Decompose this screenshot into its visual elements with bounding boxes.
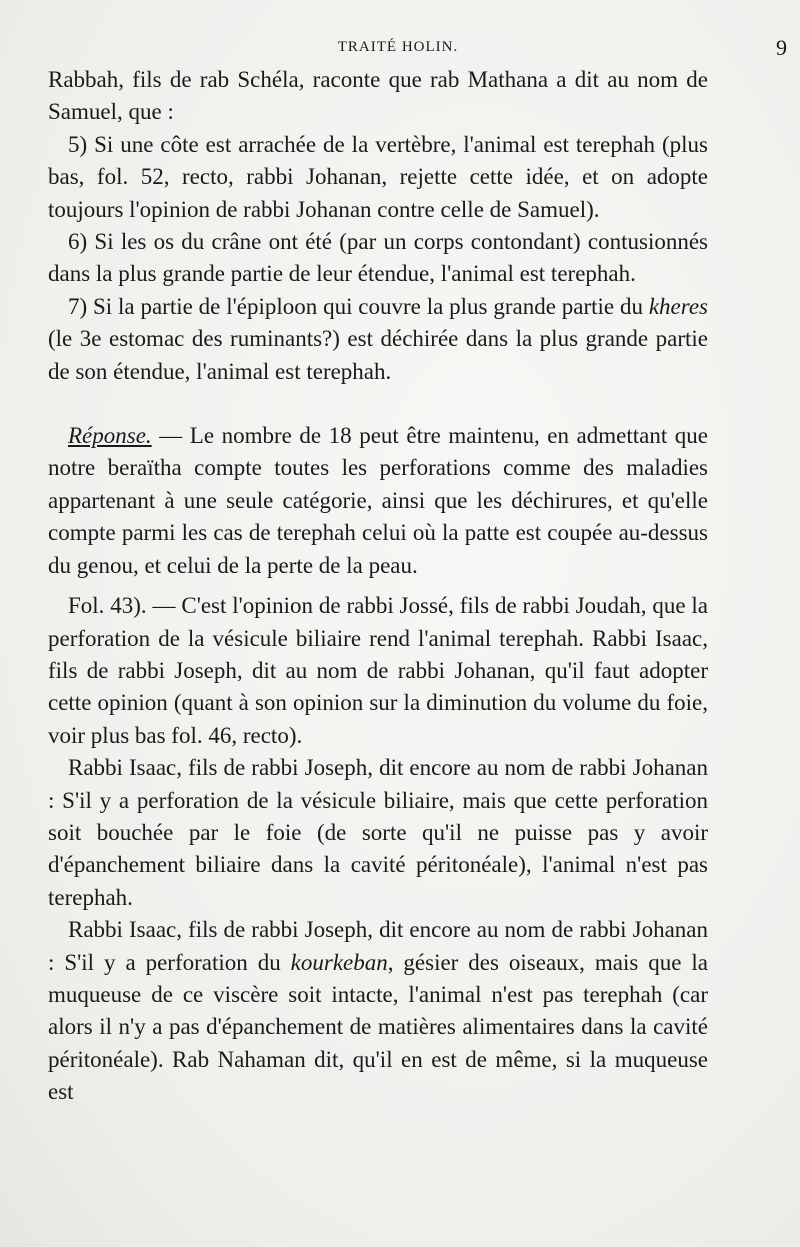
paragraph-text: Rabbi Isaac, fils de rabbi Joseph, dit encore au nom de rabbi Johanan : S'il y a perforation de la vésicule biliaire, mais que cette perforation soit bouchée par le foie (de sorte qu'il ne puisse pas y avoir d'épanchement biliaire dans la cavité péritonéale), l'animal n'est pas terephah. <box>48 755 708 910</box>
paragraph-text: 6) Si les os du crâne ont été (par un corps contondant) contusionnés dans la plus grande partie de leur étendue, l'animal est terephah. <box>48 229 708 287</box>
paragraph-8 <box>48 914 708 1108</box>
italic-term: kourkeban <box>290 949 388 975</box>
page-header <box>48 30 788 64</box>
paragraph-text: Rabbi Isaac, fils de rabbi Joseph, dit encore au nom de rabbi Johanan : S'il y a perforation du <box>48 917 708 975</box>
italic-term: kheres <box>648 293 708 319</box>
page-number: 9 <box>776 35 788 60</box>
body-text <box>48 64 708 1109</box>
paragraph-text: — Le nombre de 18 peut être maintenu, en admettant que notre beraïtha compte toutes les perforations comme des maladies appartenant à une seule catégorie, ainsi que les déchirures, et qu'elle compte parmi les cas de terephah celui où la patte est coupée au-dessus du genou, et celui de la perte de la peau. <box>48 423 708 578</box>
paragraph-3 <box>48 226 708 291</box>
paragraph-5 <box>48 420 708 582</box>
paragraph-text: Rabbah, fils de rab Schéla, raconte que rab Mathana a dit au nom de Samuel, que : <box>48 67 708 125</box>
paragraph-1 <box>48 64 708 129</box>
paragraph-2 <box>48 129 708 226</box>
paragraph-6 <box>48 590 708 752</box>
paragraph-7 <box>48 752 708 914</box>
response-label: Réponse. <box>68 423 152 449</box>
running-title: TRAITÉ HOLIN. <box>337 39 459 55</box>
paragraph-text: (le 3e estomac des ruminants?) est déchirée dans la plus grande partie de son étendue, l'animal est terephah. <box>48 326 708 384</box>
paragraph-text: 5) Si une côte est arrachée de la vertèbre, l'animal est terephah (plus bas, fol. 52, recto, rabbi Johanan, rejette cette idée, et on adopte toujours l'opinion de rabbi Johanan contre celle de Samuel). <box>48 131 708 222</box>
paragraph-text: , gésier des oiseaux, mais que la muqueuse de ce viscère soit intacte, l'animal n'est pas terephah (car alors il n'y a pas d'épanchement de matières alimentaires dans la cavité péritonéale). Rab Nahaman dit, qu'il en est de même, si la muqueuse est <box>48 949 708 1105</box>
paragraph-text: Fol. 43). — C'est l'opinion de rabbi Jossé, fils de rabbi Joudah, que la perforation de la vésicule biliaire rend l'animal terephah. Rabbi Isaac, fils de rabbi Joseph, dit au nom de rabbi Johanan, qu'il faut adopter cette opinion (quant à son opinion sur la diminution du volume du foie, voir plus bas fol. 46, recto). <box>48 593 708 748</box>
paragraph-4 <box>48 291 708 388</box>
paragraph-text: 7) Si la partie de l'épiploon qui couvre la plus grande partie du <box>68 293 649 319</box>
